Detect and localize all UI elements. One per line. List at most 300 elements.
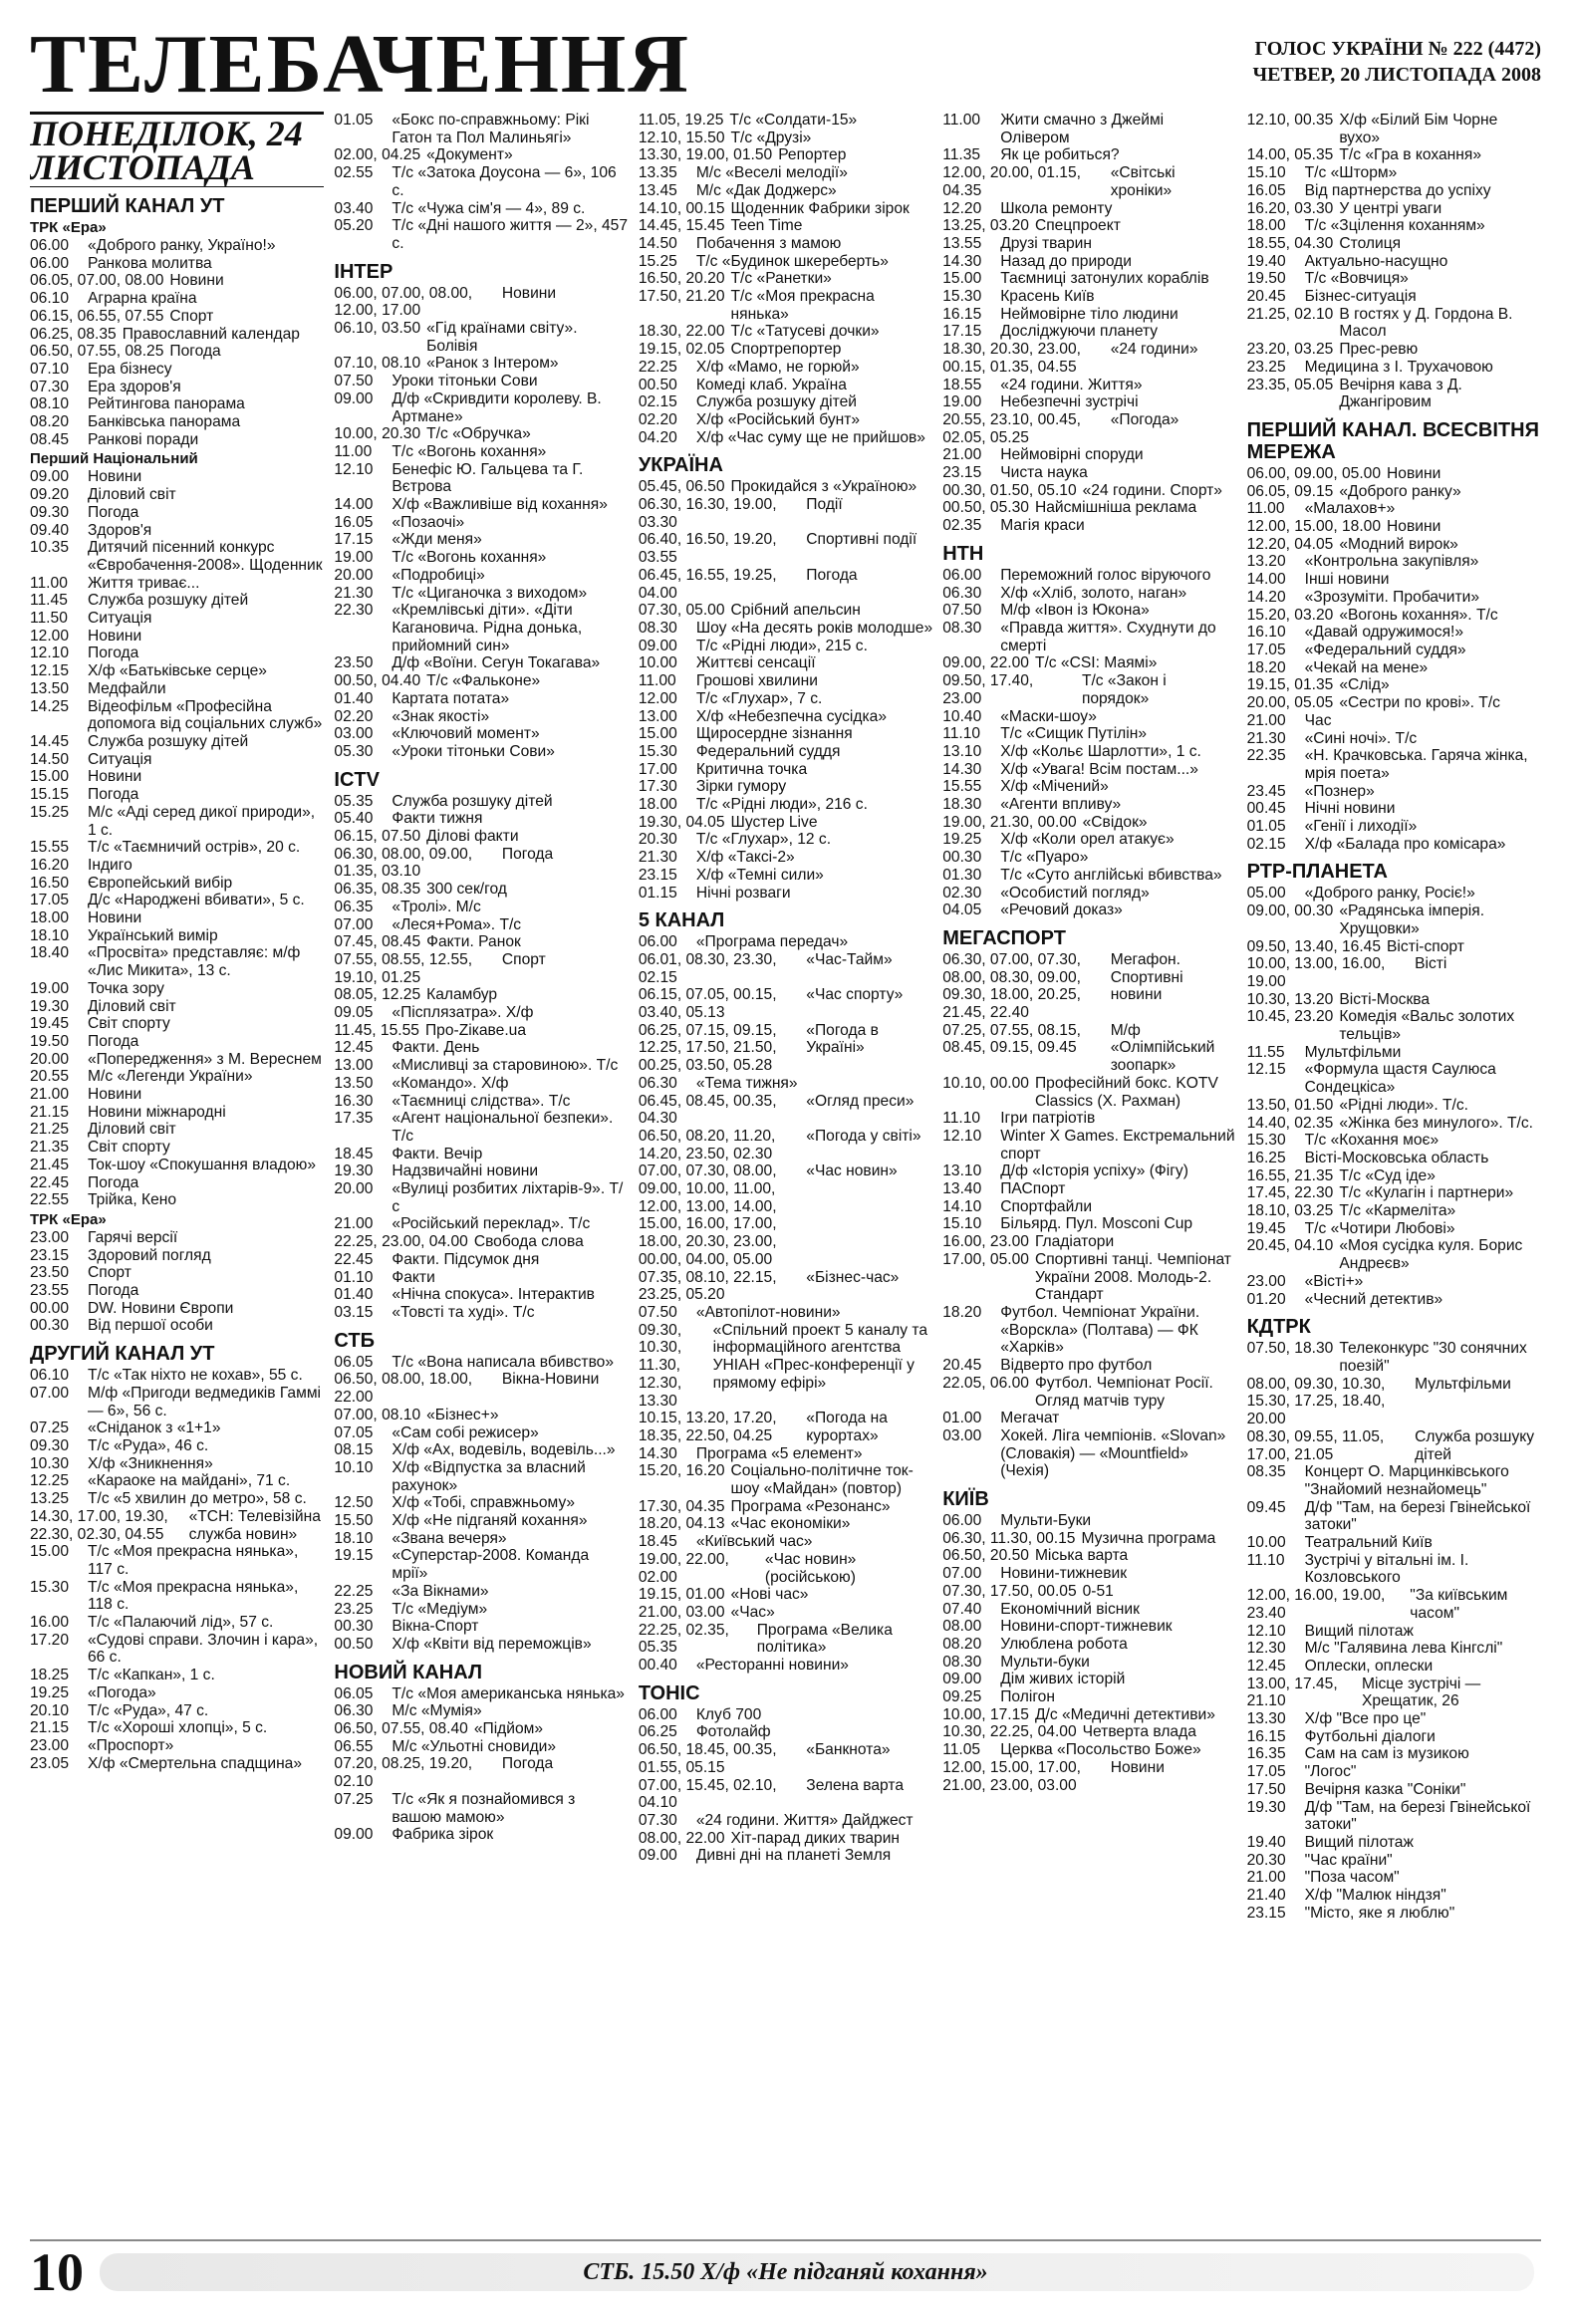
program-time: 12.00: [30, 627, 70, 645]
program-title: «Бізнес+»: [426, 1406, 499, 1423]
program-time: 17.45, 22.30: [1246, 1184, 1334, 1202]
program-time: 14.30: [638, 1444, 677, 1462]
program-time: 14.25: [30, 697, 70, 715]
program-row: [334, 690, 628, 708]
program-title: «Сніданок з «1+1»: [88, 1420, 221, 1437]
program-time: 17.00, 05.00: [942, 1250, 1029, 1268]
program-time: 20.45: [942, 1357, 982, 1375]
program-row: [639, 200, 932, 218]
program-time: 13.00: [334, 1057, 374, 1075]
program-time: 11.00: [334, 442, 373, 460]
program-time: 11.05, 19.25: [638, 112, 724, 129]
program-row: [942, 482, 1236, 500]
program-row: [639, 1269, 932, 1304]
program-time: 16.30: [334, 1092, 374, 1110]
program-title: «Світські хроніки»: [1110, 164, 1176, 199]
program-row: [639, 1847, 932, 1865]
program-time: 11.45: [30, 592, 68, 610]
program-time: 07.50, 18.30: [1246, 1340, 1334, 1358]
program-title: Х/ф "Все про це": [1304, 1710, 1427, 1728]
program-row: [1247, 1887, 1541, 1905]
program-title: Жити смачно з Джеймі Олівером: [1000, 112, 1165, 146]
program-row: [942, 831, 1236, 849]
program-row: [30, 1264, 324, 1282]
program-row: [30, 1247, 324, 1265]
program-row: [639, 217, 932, 235]
program-title: Європейський вибір: [88, 874, 233, 892]
program-title: Т/с «Так ніхто не кохав», 55 с.: [88, 1367, 303, 1385]
program-title: Т/с «Чотири Любові»: [1304, 1219, 1455, 1237]
program-time: 17.05: [1246, 1763, 1286, 1781]
program-time: 06.55: [334, 1737, 374, 1755]
program-title: Вікна-Спорт: [392, 1618, 479, 1636]
program-row: [30, 539, 324, 574]
program-row: [334, 146, 628, 164]
program-time: 11.05: [942, 1741, 981, 1759]
program-title: «Нові час»: [730, 1586, 809, 1604]
program-row: [942, 323, 1236, 341]
day-heading: ПОНЕДІЛОК, 24 ЛИСТОПАДА: [30, 112, 324, 187]
program-time: 08.30: [638, 619, 677, 637]
program-time: 07.50: [942, 602, 982, 620]
program-time: 14.10, 00.15: [638, 199, 725, 217]
program-row: [942, 951, 1236, 1022]
program-row: [334, 164, 628, 199]
program-title: Х/ф «Відпустка за власний рахунок»: [392, 1458, 586, 1494]
program-row: [942, 1162, 1236, 1180]
program-row: [639, 393, 932, 411]
program-time: 05.45, 06.50: [638, 478, 725, 496]
program-time: 06.00: [30, 237, 70, 254]
program-time: 06.50, 08.00, 18.00, 22.00: [334, 1371, 473, 1407]
program-time: 12.10: [1246, 1622, 1286, 1640]
program-title: Х/ф "Малюк ніндзя": [1304, 1887, 1446, 1905]
issue-info: [1253, 36, 1542, 88]
program-title: «24 години»: [1110, 341, 1198, 359]
program-title: Х/ф «Мамо, не горюй»: [695, 358, 860, 376]
program-title: Х/ф «Час суму ще не прийшов»: [695, 428, 925, 446]
program-time: 16.10: [1246, 624, 1286, 642]
program-row: [942, 164, 1236, 199]
program-time: 02.30: [942, 884, 982, 902]
program-title: "Місто, яке я люблю": [1304, 1904, 1455, 1922]
program-row: [942, 306, 1236, 324]
program-row: [30, 733, 324, 751]
program-title: «Погода»: [1110, 410, 1179, 428]
program-row: [1247, 1658, 1541, 1676]
channel-heading: НТН: [942, 542, 984, 565]
program-title: Т/с «Рідні люди», 216 с.: [695, 796, 868, 814]
program-row: [639, 531, 932, 566]
program-title: Мульти-Буки: [1000, 1512, 1092, 1530]
program-title: Т/с «Закон і порядок»: [1081, 672, 1167, 707]
program-time: 23.00: [30, 1736, 70, 1754]
program-title: Футбольні діалоги: [1304, 1727, 1436, 1745]
program-row: [334, 654, 628, 672]
program-time: 15.10: [1246, 164, 1286, 182]
program-time: 06.50, 07.55, 08.25: [30, 343, 164, 361]
program-title: «Час новин»: [806, 1162, 898, 1180]
program-title: «Ресторанні новини»: [695, 1657, 849, 1675]
program-row: [334, 1162, 628, 1180]
program-title: М/с «Мумія»: [392, 1702, 482, 1720]
program-title: «Формула щастя Саулюса Сондецкіса»: [1304, 1061, 1496, 1097]
channel-heading: СТБ: [334, 1329, 375, 1352]
program-title: Програма «Велика політика»: [756, 1621, 893, 1657]
program-title: Відверто про футбол: [1000, 1357, 1153, 1375]
program-time: 15.00: [942, 270, 982, 288]
program-title: Неймовірні споруди: [1000, 446, 1144, 464]
program-title: Музична програма: [1081, 1529, 1216, 1547]
program-title: «Товсті та худі». Т/с: [392, 1304, 535, 1321]
program-title: Столиця: [1339, 234, 1402, 252]
program-title: Діловий світ: [88, 997, 176, 1015]
program-time: 14.00: [334, 496, 374, 514]
program-time: 11.45, 15.55: [334, 1021, 419, 1039]
program-time: 07.00, 08.10: [334, 1406, 421, 1423]
program-row: [1247, 1202, 1541, 1220]
program-row: [639, 1741, 932, 1776]
program-row: [942, 1706, 1236, 1724]
program-title: Спортивні події: [806, 531, 917, 549]
program-time: 15.20, 16.20: [638, 1462, 725, 1480]
page-title: ТЕЛЕБАЧЕННЯ: [30, 18, 690, 111]
program-row: [30, 237, 324, 255]
program-title: «Федеральний суддя»: [1304, 641, 1466, 658]
program-time: 12.15: [30, 662, 70, 680]
program-title: «Жди меня»: [392, 531, 482, 549]
program-row: [30, 1632, 324, 1667]
program-title: Winter X Games. Екстремальний спорт: [1000, 1127, 1235, 1162]
program-time: 21.30: [1246, 729, 1286, 747]
program-time: 18.55: [942, 376, 982, 393]
program-title: Шустер Live: [730, 813, 818, 831]
program-title: Зустрічі у вітальні ім. І. Козловського: [1304, 1551, 1469, 1587]
program-time: 23.15: [1246, 1904, 1286, 1922]
program-title: Діловий світ: [88, 486, 176, 504]
program-title: «Жінка без минулого». Т/с.: [1339, 1114, 1534, 1132]
program-time: 07.00, 15.45, 02.10, 04.10: [638, 1776, 777, 1812]
program-time: 03.00: [942, 1426, 982, 1444]
program-row: [1247, 1676, 1541, 1710]
program-title: Т/с «Друзі»: [730, 129, 812, 146]
program-time: 20.00, 05.05: [1246, 694, 1334, 712]
program-time: 15.30: [30, 1578, 70, 1596]
program-row: [942, 341, 1236, 376]
program-row: [334, 567, 628, 585]
program-time: 06.35, 08.35: [334, 881, 421, 899]
program-row: [30, 1702, 324, 1720]
program-time: 21.00: [334, 1215, 374, 1233]
program-time: 20.00: [30, 1050, 70, 1068]
program-time: 08.45: [30, 430, 70, 448]
program-title: Погода: [501, 1755, 554, 1773]
program-time: 06.00, 07.00, 08.00, 12.00, 17.00: [334, 284, 473, 320]
program-title: Бенефіс Ю. Гальцева та Г. Вєтрова: [392, 460, 584, 496]
program-row: [334, 112, 628, 146]
program-row: [334, 1146, 628, 1163]
program-row: [30, 361, 324, 379]
program-title: Новини: [88, 468, 142, 486]
program-row: [942, 743, 1236, 761]
program-row: [30, 290, 324, 308]
program-row: [639, 1462, 932, 1497]
program-row: [30, 1455, 324, 1473]
program-time: 19.15, 01.00: [638, 1586, 725, 1604]
program-title: Служба розшуку дітей: [88, 592, 249, 610]
program-row: [942, 814, 1236, 832]
program-row: [30, 592, 324, 610]
program-time: 10.00: [1246, 1534, 1286, 1552]
program-row: [334, 1755, 628, 1790]
program-row: [1247, 465, 1541, 483]
program-time: 19.45: [30, 1015, 70, 1033]
program-time: 07.30, 17.50, 00.05: [942, 1582, 1077, 1600]
program-title: Факти тижня: [392, 810, 483, 828]
program-title: «Рідні люди». Т/с.: [1339, 1096, 1468, 1114]
program-title: Ранкова молитва: [88, 254, 212, 272]
program-row: [30, 1755, 324, 1773]
program-row: [1247, 589, 1541, 607]
program-time: 13.30: [1246, 1710, 1286, 1728]
program-row: [942, 1565, 1236, 1583]
program-row: [1247, 955, 1541, 990]
program-title: Х/ф «Білий Бім Чорне вухо»: [1339, 112, 1498, 146]
program-row: [334, 585, 628, 603]
program-row: [1247, 1781, 1541, 1799]
program-row: [334, 1530, 628, 1548]
program-row: [942, 902, 1236, 919]
program-title: Професійний бокс. KOTV Classics (Х. Рахман): [1034, 1074, 1218, 1110]
program-title: Щоденник Фабрики зірок: [730, 199, 910, 217]
program-title: Мультфільми: [1304, 1043, 1402, 1061]
program-title: Прес-ревю: [1339, 341, 1419, 359]
program-row: [639, 1723, 932, 1741]
program-row: [30, 1104, 324, 1122]
program-row: [942, 867, 1236, 885]
program-row: [334, 846, 628, 881]
program-row: [334, 1093, 628, 1111]
program-title: Т/с «Затока Доусона — 6», 106 с.: [392, 164, 617, 199]
program-row: [942, 446, 1236, 464]
program-title: Нічні розваги: [695, 884, 791, 902]
program-row: [334, 461, 628, 496]
program-row: [30, 1437, 324, 1455]
program-time: 21.00: [1246, 1869, 1286, 1887]
program-row: [1247, 500, 1541, 518]
program-title: «Погода»: [88, 1683, 156, 1701]
program-title: Т/с «Кулагін і партнери»: [1339, 1184, 1514, 1202]
program-time: 14.20: [1246, 588, 1286, 606]
program-time: 10.45, 23.20: [1246, 1008, 1334, 1026]
program-title: Т/с «Вона написала вбивство»: [392, 1353, 615, 1371]
program-row: [639, 429, 932, 447]
program-title: Критична точка: [695, 760, 808, 778]
program-time: 06.00: [942, 1512, 982, 1530]
program-time: 19.30: [334, 1162, 374, 1180]
program-row: [334, 1583, 628, 1601]
program-row: [942, 602, 1236, 620]
program-title: Мультфільми: [1415, 1375, 1511, 1393]
program-title: Т/с «Обручка»: [426, 425, 531, 443]
program-row: [639, 672, 932, 690]
footer: [30, 2239, 1541, 2301]
program-title: Ера здоров'я: [88, 378, 181, 395]
program-title: «Київський час»: [695, 1533, 813, 1551]
program-row: [1247, 164, 1541, 182]
program-time: 23.05: [30, 1754, 70, 1772]
program-time: 12.00: [638, 689, 677, 707]
column-2: [334, 112, 628, 2228]
program-title: «Проспорт»: [88, 1736, 174, 1754]
program-row: [1247, 377, 1541, 411]
program-row: [1247, 270, 1541, 288]
program-row: [334, 1057, 628, 1075]
program-row: [942, 708, 1236, 726]
program-row: [1247, 146, 1541, 164]
program-time: 15.25: [30, 803, 70, 821]
program-title: «Подробиці»: [392, 566, 485, 584]
program-title: Уроки тітоньки Сови: [392, 373, 538, 390]
program-title: Х/ф «Балада про комісара»: [1304, 835, 1506, 853]
program-title: У центрі уваги: [1339, 199, 1442, 217]
program-row: [30, 1614, 324, 1632]
program-title: Концерт О. Марцинківського "Знайомий незнайомець": [1304, 1463, 1509, 1498]
program-time: 13.45: [638, 181, 677, 199]
program-title: Х/ф «Мічений»: [1000, 778, 1109, 796]
program-title: «Час економіки»: [730, 1515, 851, 1533]
program-time: 22.30: [334, 602, 374, 620]
channel-subheading: ТРК «Ера»: [30, 1210, 107, 1228]
program-row: [639, 164, 932, 182]
program-row: [1247, 1340, 1541, 1375]
program-time: 09.00, 22.00: [942, 654, 1029, 672]
program-time: 07.25: [30, 1420, 70, 1437]
program-title: Школа ремонту: [1000, 199, 1113, 217]
program-title: Новини: [88, 1086, 142, 1104]
program-title: "Час країни": [1304, 1851, 1393, 1869]
program-title: «За Вікнами»: [392, 1582, 489, 1600]
program-time: 19.00, 21.30, 00.00: [942, 813, 1077, 831]
program-title: Улюблена робота: [1000, 1635, 1128, 1653]
program-row: [1247, 341, 1541, 359]
program-time: 13.00: [638, 707, 677, 725]
program-row: [639, 1706, 932, 1724]
program-time: 12.10, 00.35: [1246, 112, 1334, 129]
program-title: 300 сек/год: [426, 881, 507, 899]
program-time: 07.20, 08.25, 19.20, 02.10: [334, 1755, 473, 1791]
program-row: [334, 828, 628, 846]
program-title: Т/с «Будинок шкереберть»: [695, 252, 889, 270]
program-row: [334, 1720, 628, 1738]
program-time: 06.10: [30, 1367, 70, 1385]
program-row: [1247, 1745, 1541, 1763]
program-title: Здоровий погляд: [88, 1246, 211, 1264]
program-row: [30, 998, 324, 1016]
program-time: 03.40: [334, 199, 374, 217]
program-title: М/ф «Олімпійський зоопарк»: [1110, 1021, 1215, 1075]
program-title: Медицина з І. Трухачовою: [1304, 358, 1493, 376]
program-time: 18.30, 20.30, 23.00, 00.15, 01.35, 04.55: [942, 341, 1081, 376]
program-time: 13.50: [334, 1074, 374, 1092]
program-time: 22.45: [334, 1250, 374, 1268]
program-title: Український вимір: [88, 926, 218, 944]
program-row: [639, 708, 932, 726]
program-time: 18.10, 03.25: [1246, 1202, 1334, 1220]
program-time: 22.45: [30, 1173, 70, 1191]
program-row: [942, 654, 1236, 672]
program-row: [1247, 800, 1541, 818]
program-time: 08.05, 12.25: [334, 986, 421, 1004]
program-title: Чиста наука: [1000, 464, 1088, 482]
program-title: Т/с «5 хвилин до метро», 58 с.: [88, 1490, 307, 1508]
program-title: "За київським часом": [1410, 1587, 1508, 1622]
program-row: [30, 875, 324, 893]
program-time: 14.00, 05.35: [1246, 146, 1334, 164]
program-row: [1247, 182, 1541, 200]
program-title: Х/ф «Смертельна спадщина»: [88, 1754, 303, 1772]
program-row: [334, 916, 628, 934]
program-row: [30, 1472, 324, 1490]
program-row: [942, 1075, 1236, 1110]
program-title: М/с «Аді серед дикої природи», 1 с.: [88, 803, 316, 839]
program-time: 13.10: [942, 742, 982, 760]
program-row: [334, 1407, 628, 1424]
program-row: [639, 690, 932, 708]
program-row: [334, 531, 628, 549]
program-time: 09.00: [334, 389, 374, 407]
program-time: 15.55: [942, 778, 982, 796]
program-row: [334, 1547, 628, 1582]
program-time: 20.45, 04.10: [1246, 1237, 1334, 1255]
program-row: [1247, 1291, 1541, 1309]
program-row: [639, 1022, 932, 1075]
program-row: [30, 308, 324, 326]
program-title: Прокидайся з «Україною»: [730, 478, 917, 496]
program-row: [1247, 903, 1541, 937]
program-row: [639, 778, 932, 796]
program-row: [1247, 1273, 1541, 1291]
program-row: [334, 793, 628, 811]
program-time: 09.25: [942, 1688, 982, 1706]
program-time: 16.50, 20.20: [638, 270, 725, 288]
program-time: 19.25: [30, 1683, 70, 1701]
program-time: 07.25: [334, 1790, 374, 1808]
program-row: [334, 743, 628, 761]
program-time: 12.10: [334, 460, 374, 478]
program-time: 12.00, 15.00, 18.00: [1246, 518, 1382, 536]
program-time: 23.15: [942, 464, 982, 482]
program-title: Т/с «Як я познайомився з вашою мамою»: [392, 1790, 576, 1826]
program-title: Мегафон. Спортивні новини: [1110, 950, 1183, 1004]
program-time: 08.20: [30, 413, 70, 431]
program-title: Банківська панорама: [88, 413, 241, 431]
channel-subheading: Перший Національний: [30, 450, 198, 468]
program-title: Т/с «Татусеві дочки»: [730, 323, 880, 341]
program-title: Зірки гумору: [695, 778, 787, 796]
program-title: Т/с «Зцілення коханням»: [1304, 217, 1485, 235]
program-title: «Гід країнами світу». Болівія: [426, 320, 578, 355]
program-title: Світ спорту: [88, 1015, 170, 1033]
program-time: 23.50: [334, 654, 374, 672]
program-time: 21.15: [30, 1103, 70, 1121]
program-title: Небезпечні зустрічі: [1000, 393, 1139, 411]
program-row: [30, 575, 324, 593]
program-title: Дім живих історій: [1000, 1671, 1126, 1688]
program-time: 09.00: [942, 1671, 982, 1688]
program-row: [1247, 1499, 1541, 1534]
program-row: [30, 980, 324, 998]
